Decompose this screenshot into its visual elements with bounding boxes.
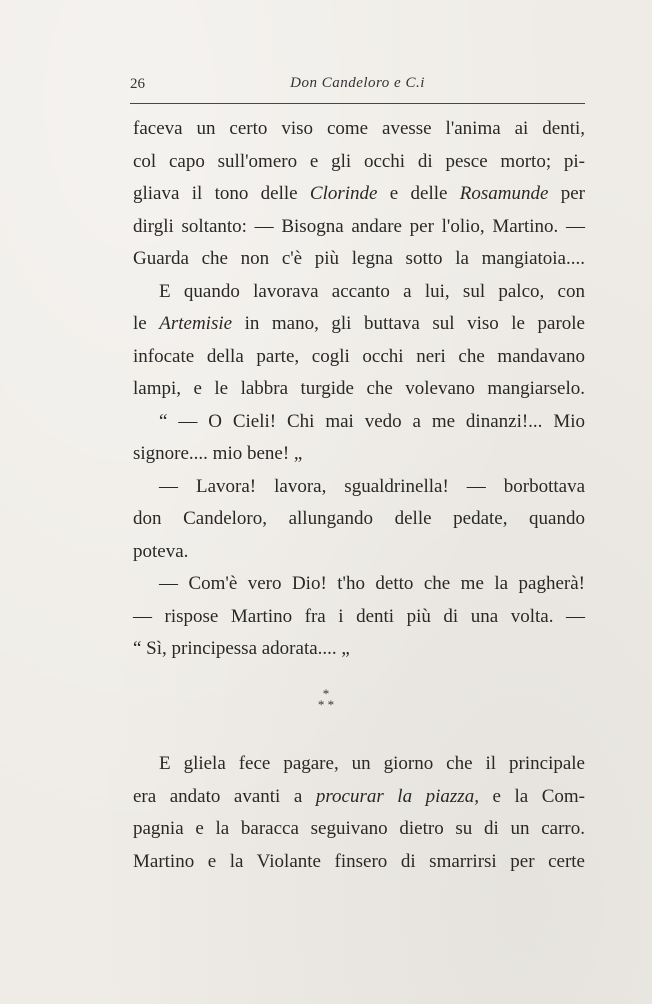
text-line: E gliela fece pagare, un giorno che il principale bbox=[159, 753, 585, 774]
section-break-asterism bbox=[0, 688, 652, 710]
text-line: pagnia e la baracca seguivano dietro su di un carro. bbox=[133, 818, 585, 839]
text-line: dirgli soltanto: — Bisogna andare per l'olio, Martino. — bbox=[133, 215, 585, 237]
text-line: E quando lavorava accanto a lui, sul palco, con bbox=[159, 280, 585, 302]
page-number: 26 bbox=[130, 76, 145, 92]
text-line: faceva un certo viso come avesse l'anima ai denti, bbox=[133, 118, 585, 139]
asterism-bottom: * * bbox=[317, 697, 335, 712]
text-line: gliava il tono delle Clorinde e delle Rosamunde per bbox=[133, 183, 586, 204]
italic-phrase: procurar la piazza, bbox=[315, 785, 479, 807]
body-text bbox=[133, 113, 585, 666]
body-text-continued bbox=[133, 748, 585, 878]
text-line: Guarda che non c'è più legna sotto la mangiatoia.... bbox=[133, 248, 585, 269]
text-line: col capo sull'omero e gli occhi di pesce morto; pi- bbox=[133, 150, 585, 172]
running-title: Don Candeloro e C.i bbox=[290, 75, 425, 91]
italic-title: Artemisie bbox=[159, 313, 233, 334]
text-line: lampi, e le labbra turgide che volevano mangiarselo. bbox=[133, 378, 585, 399]
text-line: Martino e la Violante finsero di smarrirsi per certe bbox=[133, 850, 585, 872]
text-line: — rispose Martino fra i denti più di una volta. — bbox=[133, 605, 585, 627]
page-header bbox=[130, 70, 585, 100]
text-line: infocate della parte, cogli occhi neri che mandavano bbox=[133, 345, 585, 367]
asterism-top: * bbox=[322, 686, 330, 701]
italic-title: Rosamunde bbox=[459, 183, 549, 204]
text-line: poteva. bbox=[133, 540, 189, 562]
text-line: don Candeloro, allungando delle pedate, quando bbox=[133, 508, 585, 529]
text-line: “ — O Cieli! Chi mai vedo a me dinanzi!... Mio bbox=[159, 410, 585, 432]
text-line: — Com'è vero Dio! t'ho detto che me la pagherà! bbox=[159, 573, 585, 594]
italic-title: Clorinde bbox=[309, 183, 378, 204]
text-line: le Artemisie in mano, gli buttava sul viso le parole bbox=[133, 313, 585, 334]
text-line: “ Sì, principessa adorata.... „ bbox=[133, 638, 350, 659]
header-rule bbox=[130, 103, 585, 104]
text-line: — Lavora! lavora, sgualdrinella! — borbottava bbox=[159, 475, 585, 497]
text-line: era andato avanti a procurar la piazza, e la Com- bbox=[133, 785, 585, 807]
text-line: signore.... mio bene! „ bbox=[133, 443, 303, 464]
